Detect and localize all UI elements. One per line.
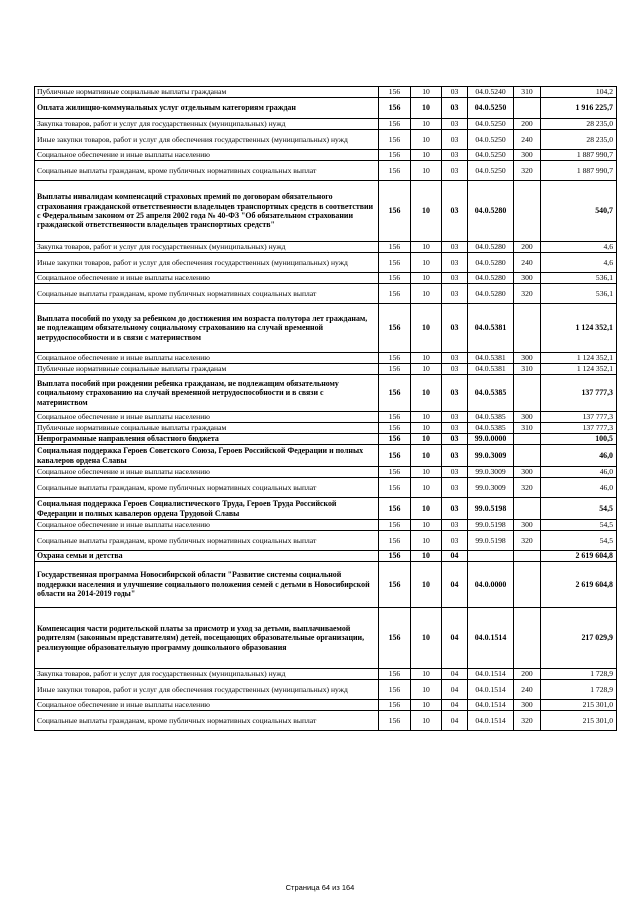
table-row xyxy=(35,364,617,375)
row-section-code: 10 xyxy=(411,284,442,304)
row-target-article-code: 04.0.1514 xyxy=(468,700,514,711)
row-subsection-code: 04 xyxy=(442,669,468,680)
row-name: Социальные выплаты гражданам, кроме публичных нормативных социальных выплат xyxy=(35,478,379,498)
row-target-article-code: 99.0.5198 xyxy=(468,520,514,531)
row-subsection-code: 03 xyxy=(442,253,468,273)
row-subsection-code: 03 xyxy=(442,434,468,445)
row-name: Публичные нормативные социальные выплаты гражданам xyxy=(35,364,379,375)
row-target-article-code: 99.0.3009 xyxy=(468,445,514,467)
table-row xyxy=(35,608,617,669)
row-target-article-code: 04.0.5250 xyxy=(468,119,514,130)
page-number: Страница 64 из 164 xyxy=(285,883,355,892)
row-section-code: 10 xyxy=(411,467,442,478)
row-target-article-code: 04.0.5280 xyxy=(468,242,514,253)
row-ved-code: 156 xyxy=(379,161,411,181)
row-target-article-code: 04.0.5280 xyxy=(468,273,514,284)
row-target-article-code: 04.0.5250 xyxy=(468,150,514,161)
row-expense-type-code: 200 xyxy=(514,119,541,130)
row-section-code: 10 xyxy=(411,375,442,412)
row-subsection-code: 03 xyxy=(442,375,468,412)
row-subsection-code: 03 xyxy=(442,412,468,423)
row-target-article-code: 04.0.1514 xyxy=(468,669,514,680)
row-name: Компенсация части родительской платы за присмотр и уход за детьми, выплачиваемой родителям (законным представителям) детей, посещающих образовательные организации, реализующие образовательную программу дошкольного образования xyxy=(35,608,379,669)
row-expense-type-code: 300 xyxy=(514,467,541,478)
row-name: Социальное обеспечение и иные выплаты населению xyxy=(35,150,379,161)
row-amount: 46,0 xyxy=(541,445,617,467)
table-row xyxy=(35,669,617,680)
row-ved-code: 156 xyxy=(379,562,411,608)
row-section-code: 10 xyxy=(411,531,442,551)
row-subsection-code: 03 xyxy=(442,478,468,498)
row-name: Социальные выплаты гражданам, кроме публичных нормативных социальных выплат xyxy=(35,284,379,304)
row-subsection-code: 03 xyxy=(442,242,468,253)
row-subsection-code: 03 xyxy=(442,467,468,478)
row-ved-code: 156 xyxy=(379,353,411,364)
row-amount: 54,5 xyxy=(541,531,617,551)
row-section-code: 10 xyxy=(411,445,442,467)
row-expense-type-code: 300 xyxy=(514,412,541,423)
row-expense-type-code: 320 xyxy=(514,711,541,731)
row-ved-code: 156 xyxy=(379,669,411,680)
row-subsection-code: 04 xyxy=(442,562,468,608)
row-amount: 1 124 352,1 xyxy=(541,364,617,375)
table-row xyxy=(35,98,617,119)
row-amount: 1 728,9 xyxy=(541,669,617,680)
row-ved-code: 156 xyxy=(379,680,411,700)
table-row xyxy=(35,253,617,273)
row-amount: 2 619 604,8 xyxy=(541,551,617,562)
row-expense-type-code: 320 xyxy=(514,284,541,304)
row-section-code: 10 xyxy=(411,273,442,284)
row-name: Иные закупки товаров, работ и услуг для обеспечения государственных (муниципальных) нужд xyxy=(35,130,379,150)
row-subsection-code: 04 xyxy=(442,711,468,731)
row-name: Иные закупки товаров, работ и услуг для обеспечения государственных (муниципальных) нужд xyxy=(35,253,379,273)
table-row xyxy=(35,87,617,98)
row-subsection-code: 04 xyxy=(442,680,468,700)
row-amount: 1 124 352,1 xyxy=(541,304,617,353)
row-name: Социальные выплаты гражданам, кроме публичных нормативных социальных выплат xyxy=(35,711,379,731)
table-row xyxy=(35,562,617,608)
row-expense-type-code: 200 xyxy=(514,669,541,680)
row-section-code: 10 xyxy=(411,680,442,700)
row-ved-code: 156 xyxy=(379,119,411,130)
row-target-article-code: 04.0.1514 xyxy=(468,711,514,731)
row-target-article-code xyxy=(468,551,514,562)
row-expense-type-code xyxy=(514,551,541,562)
row-ved-code: 156 xyxy=(379,364,411,375)
row-name: Закупка товаров, работ и услуг для государственных (муниципальных) нужд xyxy=(35,242,379,253)
row-amount: 4,6 xyxy=(541,242,617,253)
row-amount: 28 235,0 xyxy=(541,119,617,130)
row-target-article-code: 04.0.5280 xyxy=(468,181,514,242)
table-row xyxy=(35,375,617,412)
row-name: Выплата пособий по уходу за ребенком до достижения им возраста полутора лет гражданам, не подлежащим обязательному социальному страхованию на случай временной нетрудоспособности и в связи с материнством xyxy=(35,304,379,353)
row-amount: 137 777,3 xyxy=(541,375,617,412)
row-subsection-code: 03 xyxy=(442,161,468,181)
row-target-article-code: 04.0.5385 xyxy=(468,375,514,412)
table-row xyxy=(35,700,617,711)
row-ved-code: 156 xyxy=(379,520,411,531)
row-target-article-code: 04.0.5381 xyxy=(468,364,514,375)
row-amount: 536,1 xyxy=(541,273,617,284)
table-row xyxy=(35,130,617,150)
row-subsection-code: 03 xyxy=(442,498,468,520)
row-ved-code: 156 xyxy=(379,98,411,119)
row-expense-type-code: 300 xyxy=(514,353,541,364)
row-amount: 215 301,0 xyxy=(541,711,617,731)
table-row xyxy=(35,445,617,467)
row-name: Непрограммные направления областного бюджета xyxy=(35,434,379,445)
table-row xyxy=(35,161,617,181)
row-amount: 1 887 990,7 xyxy=(541,150,617,161)
row-amount: 28 235,0 xyxy=(541,130,617,150)
row-name: Закупка товаров, работ и услуг для государственных (муниципальных) нужд xyxy=(35,669,379,680)
row-ved-code: 156 xyxy=(379,284,411,304)
row-ved-code: 156 xyxy=(379,273,411,284)
row-expense-type-code: 320 xyxy=(514,161,541,181)
row-subsection-code: 03 xyxy=(442,181,468,242)
row-ved-code: 156 xyxy=(379,551,411,562)
row-section-code: 10 xyxy=(411,412,442,423)
row-section-code: 10 xyxy=(411,150,442,161)
row-section-code: 10 xyxy=(411,551,442,562)
table-row xyxy=(35,412,617,423)
row-amount: 46,0 xyxy=(541,478,617,498)
row-ved-code: 156 xyxy=(379,253,411,273)
row-subsection-code: 03 xyxy=(442,98,468,119)
table-row xyxy=(35,181,617,242)
row-ved-code: 156 xyxy=(379,423,411,434)
row-name: Закупка товаров, работ и услуг для государственных (муниципальных) нужд xyxy=(35,119,379,130)
row-name: Социальная поддержка Героев Советского Союза, Героев Российской Федерации и полных кавалеров ордена Славы xyxy=(35,445,379,467)
row-expense-type-code: 300 xyxy=(514,273,541,284)
row-amount: 46,0 xyxy=(541,467,617,478)
row-target-article-code: 04.0.1514 xyxy=(468,608,514,669)
row-expense-type-code: 240 xyxy=(514,253,541,273)
row-target-article-code: 99.0.3009 xyxy=(468,467,514,478)
row-subsection-code: 03 xyxy=(442,119,468,130)
table-row xyxy=(35,680,617,700)
row-target-article-code: 99.0.5198 xyxy=(468,531,514,551)
row-section-code: 10 xyxy=(411,119,442,130)
row-expense-type-code: 320 xyxy=(514,531,541,551)
row-section-code: 10 xyxy=(411,434,442,445)
row-ved-code: 156 xyxy=(379,445,411,467)
row-name: Выплата пособий при рождении ребенка гражданам, не подлежащим обязательному социальному страхованию на случай временной нетрудоспособности и в связи с материнством xyxy=(35,375,379,412)
row-name: Социальные выплаты гражданам, кроме публичных нормативных социальных выплат xyxy=(35,531,379,551)
row-expense-type-code xyxy=(514,181,541,242)
row-section-code: 10 xyxy=(411,98,442,119)
row-ved-code: 156 xyxy=(379,531,411,551)
row-expense-type-code xyxy=(514,375,541,412)
row-ved-code: 156 xyxy=(379,150,411,161)
row-target-article-code: 04.0.5381 xyxy=(468,304,514,353)
table-row xyxy=(35,551,617,562)
row-subsection-code: 03 xyxy=(442,364,468,375)
row-expense-type-code: 300 xyxy=(514,700,541,711)
row-amount: 540,7 xyxy=(541,181,617,242)
row-subsection-code: 03 xyxy=(442,284,468,304)
row-ved-code: 156 xyxy=(379,434,411,445)
row-subsection-code: 03 xyxy=(442,87,468,98)
row-expense-type-code: 200 xyxy=(514,242,541,253)
row-expense-type-code xyxy=(514,445,541,467)
row-section-code: 10 xyxy=(411,364,442,375)
row-name: Выплаты инвалидам компенсаций страховых премий по договорам обязательного страхования гражданской ответственности владельцев транспортных средств в соответствии с Федеральным законом от 25 апреля 2002 года № 40-ФЗ "Об обязательном страховании гражданской ответственности владельцев транспортных средств" xyxy=(35,181,379,242)
row-amount: 1 728,9 xyxy=(541,680,617,700)
row-ved-code: 156 xyxy=(379,87,411,98)
table-row xyxy=(35,423,617,434)
row-expense-type-code: 240 xyxy=(514,680,541,700)
row-ved-code: 156 xyxy=(379,700,411,711)
row-name: Социальное обеспечение и иные выплаты населению xyxy=(35,520,379,531)
row-ved-code: 156 xyxy=(379,467,411,478)
row-ved-code: 156 xyxy=(379,375,411,412)
row-target-article-code: 04.0.5280 xyxy=(468,253,514,273)
row-name: Социальное обеспечение и иные выплаты населению xyxy=(35,273,379,284)
table-row xyxy=(35,304,617,353)
row-target-article-code: 99.0.5198 xyxy=(468,498,514,520)
row-name: Социальное обеспечение и иные выплаты населению xyxy=(35,700,379,711)
row-name: Социальные выплаты гражданам, кроме публичных нормативных социальных выплат xyxy=(35,161,379,181)
row-subsection-code: 03 xyxy=(442,304,468,353)
row-subsection-code: 04 xyxy=(442,551,468,562)
row-name: Социальное обеспечение и иные выплаты населению xyxy=(35,467,379,478)
row-amount: 2 619 604,8 xyxy=(541,562,617,608)
table-row xyxy=(35,711,617,731)
row-target-article-code: 04.0.0000 xyxy=(468,562,514,608)
row-amount: 137 777,3 xyxy=(541,423,617,434)
row-name: Государственная программа Новосибирской области "Развитие системы социальной поддержки населения и улучшение социального положения семей с детьми в Новосибирской области на 2014-2019 годы" xyxy=(35,562,379,608)
row-ved-code: 156 xyxy=(379,130,411,150)
row-expense-type-code: 310 xyxy=(514,87,541,98)
row-expense-type-code: 320 xyxy=(514,478,541,498)
row-target-article-code: 04.0.5381 xyxy=(468,353,514,364)
row-ved-code: 156 xyxy=(379,478,411,498)
row-section-code: 10 xyxy=(411,353,442,364)
table-row xyxy=(35,119,617,130)
row-target-article-code: 04.0.5250 xyxy=(468,130,514,150)
row-amount: 536,1 xyxy=(541,284,617,304)
table-row xyxy=(35,498,617,520)
row-section-code: 10 xyxy=(411,700,442,711)
row-section-code: 10 xyxy=(411,608,442,669)
table-row xyxy=(35,434,617,445)
row-section-code: 10 xyxy=(411,478,442,498)
row-expense-type-code xyxy=(514,304,541,353)
table-row xyxy=(35,353,617,364)
row-name: Публичные нормативные социальные выплаты гражданам xyxy=(35,87,379,98)
row-target-article-code: 04.0.5385 xyxy=(468,423,514,434)
row-target-article-code: 04.0.5250 xyxy=(468,98,514,119)
row-section-code: 10 xyxy=(411,161,442,181)
row-amount: 1 124 352,1 xyxy=(541,353,617,364)
row-expense-type-code: 310 xyxy=(514,423,541,434)
row-amount: 217 029,9 xyxy=(541,608,617,669)
row-target-article-code: 04.0.5280 xyxy=(468,284,514,304)
row-subsection-code: 03 xyxy=(442,531,468,551)
row-target-article-code: 99.0.0000 xyxy=(468,434,514,445)
row-section-code: 10 xyxy=(411,304,442,353)
row-section-code: 10 xyxy=(411,669,442,680)
row-subsection-code: 03 xyxy=(442,423,468,434)
table-row xyxy=(35,242,617,253)
table-row xyxy=(35,520,617,531)
row-ved-code: 156 xyxy=(379,181,411,242)
row-amount: 54,5 xyxy=(541,498,617,520)
row-subsection-code: 03 xyxy=(442,520,468,531)
row-amount: 4,6 xyxy=(541,253,617,273)
row-section-code: 10 xyxy=(411,181,442,242)
row-name: Иные закупки товаров, работ и услуг для обеспечения государственных (муниципальных) нужд xyxy=(35,680,379,700)
row-target-article-code: 04.0.5240 xyxy=(468,87,514,98)
table-row xyxy=(35,467,617,478)
row-amount: 100,5 xyxy=(541,434,617,445)
row-section-code: 10 xyxy=(411,130,442,150)
row-amount: 1 887 990,7 xyxy=(541,161,617,181)
budget-table-body xyxy=(35,87,617,731)
row-ved-code: 156 xyxy=(379,412,411,423)
row-section-code: 10 xyxy=(411,242,442,253)
row-ved-code: 156 xyxy=(379,498,411,520)
row-subsection-code: 03 xyxy=(442,273,468,284)
row-name: Социальное обеспечение и иные выплаты населению xyxy=(35,412,379,423)
row-amount: 54,5 xyxy=(541,520,617,531)
row-name: Охрана семьи и детства xyxy=(35,551,379,562)
row-target-article-code: 04.0.1514 xyxy=(468,680,514,700)
row-subsection-code: 03 xyxy=(442,130,468,150)
row-subsection-code: 04 xyxy=(442,700,468,711)
row-amount: 104,2 xyxy=(541,87,617,98)
row-section-code: 10 xyxy=(411,253,442,273)
row-amount: 215 301,0 xyxy=(541,700,617,711)
row-section-code: 10 xyxy=(411,562,442,608)
row-expense-type-code xyxy=(514,608,541,669)
row-subsection-code: 03 xyxy=(442,150,468,161)
row-subsection-code: 04 xyxy=(442,608,468,669)
row-target-article-code: 99.0.3009 xyxy=(468,478,514,498)
row-name: Публичные нормативные социальные выплаты гражданам xyxy=(35,423,379,434)
row-expense-type-code: 240 xyxy=(514,130,541,150)
row-ved-code: 156 xyxy=(379,304,411,353)
row-target-article-code: 04.0.5385 xyxy=(468,412,514,423)
row-section-code: 10 xyxy=(411,423,442,434)
row-expense-type-code xyxy=(514,498,541,520)
row-expense-type-code xyxy=(514,562,541,608)
row-expense-type-code: 300 xyxy=(514,150,541,161)
row-expense-type-code xyxy=(514,434,541,445)
row-amount: 1 916 225,7 xyxy=(541,98,617,119)
row-subsection-code: 03 xyxy=(442,445,468,467)
row-target-article-code: 04.0.5250 xyxy=(468,161,514,181)
row-section-code: 10 xyxy=(411,498,442,520)
row-ved-code: 156 xyxy=(379,608,411,669)
row-expense-type-code xyxy=(514,98,541,119)
row-section-code: 10 xyxy=(411,87,442,98)
row-section-code: 10 xyxy=(411,520,442,531)
row-ved-code: 156 xyxy=(379,242,411,253)
row-name: Социальная поддержка Героев Социалистического Труда, Героев Труда Российской Федерации и полных кавалеров ордена Трудовой Славы xyxy=(35,498,379,520)
row-section-code: 10 xyxy=(411,711,442,731)
table-row xyxy=(35,478,617,498)
row-expense-type-code: 300 xyxy=(514,520,541,531)
row-name: Оплата жилищно-коммунальных услуг отдельным категориям граждан xyxy=(35,98,379,119)
table-row xyxy=(35,284,617,304)
row-ved-code: 156 xyxy=(379,711,411,731)
table-row xyxy=(35,273,617,284)
row-expense-type-code: 310 xyxy=(514,364,541,375)
table-row xyxy=(35,531,617,551)
budget-table xyxy=(34,86,617,731)
row-subsection-code: 03 xyxy=(442,353,468,364)
row-amount: 137 777,3 xyxy=(541,412,617,423)
table-row xyxy=(35,150,617,161)
row-name: Социальное обеспечение и иные выплаты населению xyxy=(35,353,379,364)
